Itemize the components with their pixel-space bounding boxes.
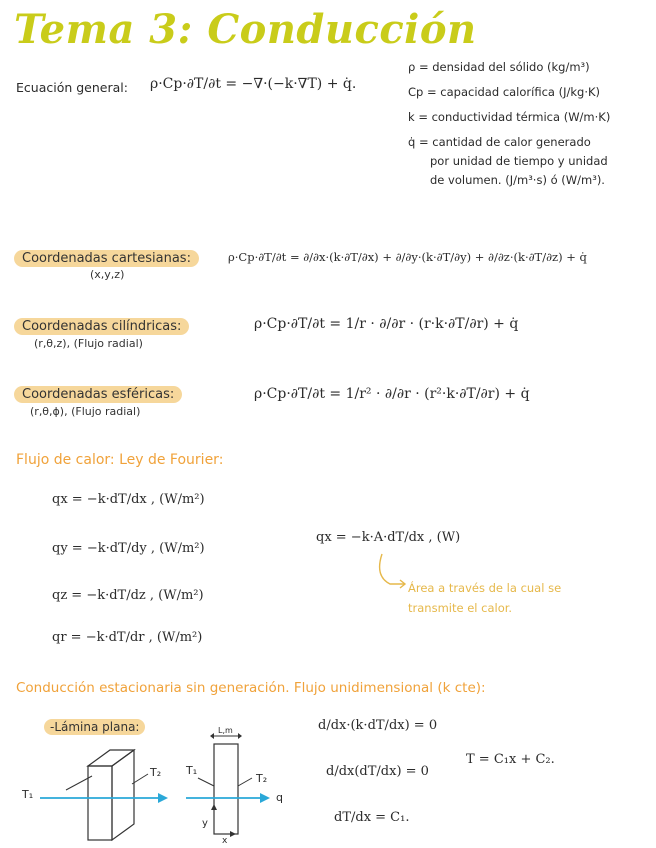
- fourier-q-area: qx = −k·A·dT/dx , (W): [316, 530, 461, 545]
- steady-eq-3: dT/dx = C₁.: [334, 810, 410, 825]
- plate-section-y-axis: y: [202, 818, 208, 829]
- area-annotation: [408, 578, 638, 618]
- plate-length-label: L,m: [218, 726, 233, 735]
- plate-label: -Lámina plana:: [44, 719, 145, 735]
- steady-heading: Conducción estacionaria sin generación. Flujo unidimensional (k cte):: [16, 680, 486, 696]
- fourier-heading: Flujo de calor: Ley de Fourier:: [16, 452, 224, 468]
- plate-3d-t1: T₁: [22, 788, 34, 801]
- steady-eq-2: d/dx(dT/dx) = 0: [326, 764, 429, 779]
- fourier-qy: qy = −k·dT/dy , (W/m²): [52, 541, 205, 556]
- plate-section-t2: T₂: [256, 772, 268, 785]
- legend-heat-generated-2: por unidad de tiempo y unidad: [430, 154, 608, 168]
- plate-section-diagram: [186, 726, 276, 846]
- plate-label-wrap: [44, 716, 145, 735]
- plate-3d-t2: T₂: [150, 766, 162, 779]
- cartesian-section: [14, 247, 199, 281]
- area-annotation-line-2: transmite el calor.: [408, 601, 513, 615]
- area-annotation-line-1: Área a través de la cual se: [408, 581, 562, 595]
- cartesian-label: Coordenadas cartesianas:: [14, 250, 199, 267]
- cylindrical-coordinates: (r,θ,z), (Flujo radial): [34, 337, 143, 350]
- steady-eq-1: d/dx·(k·dT/dx) = 0: [318, 718, 438, 733]
- legend-conductivity: k = conductividad térmica (W/m·K): [408, 110, 611, 124]
- legend-heat-generated: q̇ = cantidad de calor generado: [408, 135, 591, 149]
- spherical-coordinates: (r,θ,ϕ), (Flujo radial): [30, 405, 141, 418]
- fourier-qz: qz = −k·dT/dz , (W/m²): [52, 588, 204, 603]
- plate-section-x-axis: x: [222, 836, 228, 846]
- general-equation-label: Ecuación general:: [16, 80, 128, 95]
- spherical-label: Coordenadas esféricas:: [14, 386, 182, 403]
- fourier-qr: qr = −k·dT/dr , (W/m²): [52, 630, 203, 645]
- plate-section-t1: T₁: [186, 764, 198, 777]
- legend-heat-capacity: Cp = capacidad calorífica (J/kg·K): [408, 85, 601, 99]
- cylindrical-section: [14, 315, 189, 350]
- page-title: Tema 3: Conducción: [14, 6, 477, 53]
- cylindrical-equation: ρ·Cp·∂T/∂t = 1/r · ∂/∂r · (r·k·∂T/∂r) + q̇: [254, 316, 519, 332]
- cylindrical-label: Coordenadas cilíndricas:: [14, 318, 189, 335]
- symbol-legend: [408, 58, 653, 190]
- fourier-qx: qx = −k·dT/dx , (W/m²): [52, 492, 205, 507]
- general-equation: ρ·Cp·∂T/∂t = −∇·(−k·∇T) + q̇.: [150, 76, 357, 92]
- plate-3d-diagram: [40, 740, 180, 844]
- legend-heat-generated-3: de volumen. (J/m³·s) ó (W/m³).: [430, 173, 605, 187]
- legend-density: ρ = densidad del sólido (kg/m³): [408, 60, 590, 74]
- plate-section-q: q: [276, 791, 283, 804]
- cartesian-equation: ρ·Cp·∂T/∂t = ∂/∂x·(k·∂T/∂x) + ∂/∂y·(k·∂T/∂y) + ∂/∂z·(k·∂T/∂z) + q̇: [228, 250, 587, 264]
- steady-solution: T = C₁x + C₂.: [466, 752, 555, 767]
- spherical-section: [14, 383, 182, 418]
- annotation-arrow-icon: [372, 552, 412, 592]
- spherical-equation: ρ·Cp·∂T/∂t = 1/r² · ∂/∂r · (r²·k·∂T/∂r) + q̇: [254, 386, 530, 402]
- cartesian-coordinates: (x,y,z): [90, 268, 125, 281]
